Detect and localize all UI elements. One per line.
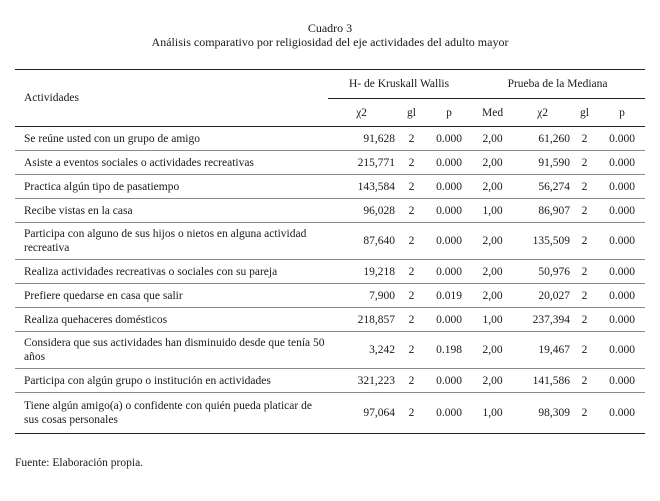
kw-chi2-cell: 143,584 bbox=[328, 175, 395, 199]
table-row bbox=[15, 151, 645, 175]
table-row bbox=[15, 369, 645, 393]
group-header-kruskall: H- de Kruskall Wallis bbox=[328, 70, 470, 99]
m-gl-cell: 2 bbox=[570, 260, 599, 284]
m-p-cell: 0.000 bbox=[599, 332, 645, 369]
kw-gl-cell: 2 bbox=[395, 332, 428, 369]
kw-chi2-cell: 96,028 bbox=[328, 199, 395, 223]
activity-cell: Considera que sus actividades han disminuido desde que tenía 50 años bbox=[15, 332, 328, 369]
med-cell: 2,00 bbox=[470, 151, 515, 175]
m-gl-cell: 2 bbox=[570, 223, 599, 260]
activity-cell: Tiene algún amigo(a) o confidente con quién pueda platicar de sus cosas personales bbox=[15, 393, 328, 434]
m-chi2-cell: 91,590 bbox=[515, 151, 570, 175]
m-chi2-cell: 50,976 bbox=[515, 260, 570, 284]
m-gl-cell: 2 bbox=[570, 199, 599, 223]
m-gl-cell: 2 bbox=[570, 151, 599, 175]
med-cell: 1,00 bbox=[470, 308, 515, 332]
kw-chi2-cell: 218,857 bbox=[328, 308, 395, 332]
table-row bbox=[15, 308, 645, 332]
m-gl-cell: 2 bbox=[570, 393, 599, 434]
med-cell: 2,00 bbox=[470, 127, 515, 151]
med-cell: 2,00 bbox=[470, 260, 515, 284]
kw-p-cell: 0.000 bbox=[428, 260, 470, 284]
kw-gl-cell: 2 bbox=[395, 284, 428, 308]
m-chi2-cell: 56,274 bbox=[515, 175, 570, 199]
m-gl-cell: 2 bbox=[570, 369, 599, 393]
m-p-cell: 0.000 bbox=[599, 308, 645, 332]
table-row bbox=[15, 284, 645, 308]
m-p-cell: 0.000 bbox=[599, 175, 645, 199]
m-p-cell: 0.000 bbox=[599, 393, 645, 434]
kw-chi2-cell: 321,223 bbox=[328, 369, 395, 393]
table-row bbox=[15, 393, 645, 434]
table-subtitle: Análisis comparativo por religiosidad del eje actividades del adulto mayor bbox=[151, 35, 509, 49]
kw-p-cell: 0.000 bbox=[428, 175, 470, 199]
m-p-cell: 0.000 bbox=[599, 199, 645, 223]
m-chi2-cell: 141,586 bbox=[515, 369, 570, 393]
kw-chi2-cell: 215,771 bbox=[328, 151, 395, 175]
col-header-m-gl: gl bbox=[570, 99, 599, 127]
kw-gl-cell: 2 bbox=[395, 308, 428, 332]
kw-gl-cell: 2 bbox=[395, 175, 428, 199]
kw-p-cell: 0.198 bbox=[428, 332, 470, 369]
col-header-kw-chi2: χ2 bbox=[328, 99, 395, 127]
m-chi2-cell: 19,467 bbox=[515, 332, 570, 369]
kw-chi2-cell: 91,628 bbox=[328, 127, 395, 151]
table-row bbox=[15, 127, 645, 151]
med-cell: 2,00 bbox=[470, 284, 515, 308]
kw-chi2-cell: 97,064 bbox=[328, 393, 395, 434]
kw-gl-cell: 2 bbox=[395, 260, 428, 284]
activity-cell: Participa con algún grupo o institución en actividades bbox=[15, 369, 328, 393]
med-cell: 2,00 bbox=[470, 332, 515, 369]
m-p-cell: 0.000 bbox=[599, 223, 645, 260]
m-p-cell: 0.000 bbox=[599, 151, 645, 175]
med-cell: 2,00 bbox=[470, 175, 515, 199]
row-header: Actividades bbox=[15, 70, 328, 127]
activity-cell: Realiza quehaceres domésticos bbox=[15, 308, 328, 332]
m-chi2-cell: 135,509 bbox=[515, 223, 570, 260]
m-p-cell: 0.000 bbox=[599, 284, 645, 308]
m-gl-cell: 2 bbox=[570, 308, 599, 332]
activity-cell: Recibe vistas en la casa bbox=[15, 199, 328, 223]
kw-chi2-cell: 19,218 bbox=[328, 260, 395, 284]
kw-gl-cell: 2 bbox=[395, 393, 428, 434]
med-cell: 2,00 bbox=[470, 369, 515, 393]
kw-gl-cell: 2 bbox=[395, 369, 428, 393]
m-chi2-cell: 61,260 bbox=[515, 127, 570, 151]
med-cell: 1,00 bbox=[470, 199, 515, 223]
kw-p-cell: 0.000 bbox=[428, 223, 470, 260]
col-header-m-p: p bbox=[599, 99, 645, 127]
table-title: Cuadro 3 bbox=[307, 21, 353, 35]
table-row bbox=[15, 175, 645, 199]
col-header-kw-p: p bbox=[428, 99, 470, 127]
activity-cell: Participa con alguno de sus hijos o nietos en alguna actividad recreativa bbox=[15, 223, 328, 260]
activity-cell: Asiste a eventos sociales o actividades recreativas bbox=[15, 151, 328, 175]
activity-cell: Prefiere quedarse en casa que salir bbox=[15, 284, 328, 308]
col-header-m-chi2: χ2 bbox=[515, 99, 570, 127]
med-cell: 1,00 bbox=[470, 393, 515, 434]
kw-p-cell: 0.000 bbox=[428, 308, 470, 332]
table-row bbox=[15, 223, 645, 260]
kw-p-cell: 0.000 bbox=[428, 369, 470, 393]
activity-cell: Realiza actividades recreativas o sociales con su pareja bbox=[15, 260, 328, 284]
source-note: Fuente: Elaboración propia. bbox=[15, 457, 144, 469]
col-header-med: Med bbox=[470, 99, 515, 127]
kw-p-cell: 0.000 bbox=[428, 199, 470, 223]
kw-chi2-cell: 3,242 bbox=[328, 332, 395, 369]
med-cell: 2,00 bbox=[470, 223, 515, 260]
kw-gl-cell: 2 bbox=[395, 223, 428, 260]
m-p-cell: 0.000 bbox=[599, 127, 645, 151]
m-chi2-cell: 98,309 bbox=[515, 393, 570, 434]
m-chi2-cell: 86,907 bbox=[515, 199, 570, 223]
kw-p-cell: 0.019 bbox=[428, 284, 470, 308]
m-p-cell: 0.000 bbox=[599, 369, 645, 393]
kw-p-cell: 0.000 bbox=[428, 151, 470, 175]
table-row bbox=[15, 332, 645, 369]
table-row bbox=[15, 260, 645, 284]
m-p-cell: 0.000 bbox=[599, 260, 645, 284]
m-chi2-cell: 20,027 bbox=[515, 284, 570, 308]
kw-p-cell: 0.000 bbox=[428, 127, 470, 151]
kw-chi2-cell: 7,900 bbox=[328, 284, 395, 308]
activity-cell: Se reúne usted con un grupo de amigo bbox=[15, 127, 328, 151]
table-row bbox=[15, 199, 645, 223]
col-header-kw-gl: gl bbox=[395, 99, 428, 127]
m-gl-cell: 2 bbox=[570, 175, 599, 199]
kw-p-cell: 0.000 bbox=[428, 393, 470, 434]
m-chi2-cell: 237,394 bbox=[515, 308, 570, 332]
m-gl-cell: 2 bbox=[570, 127, 599, 151]
group-header-mediana: Prueba de la Mediana bbox=[470, 70, 645, 99]
kw-chi2-cell: 87,640 bbox=[328, 223, 395, 260]
m-gl-cell: 2 bbox=[570, 332, 599, 369]
activity-cell: Practica algún tipo de pasatiempo bbox=[15, 175, 328, 199]
kw-gl-cell: 2 bbox=[395, 151, 428, 175]
m-gl-cell: 2 bbox=[570, 284, 599, 308]
activities-table bbox=[15, 69, 645, 434]
kw-gl-cell: 2 bbox=[395, 127, 428, 151]
kw-gl-cell: 2 bbox=[395, 199, 428, 223]
